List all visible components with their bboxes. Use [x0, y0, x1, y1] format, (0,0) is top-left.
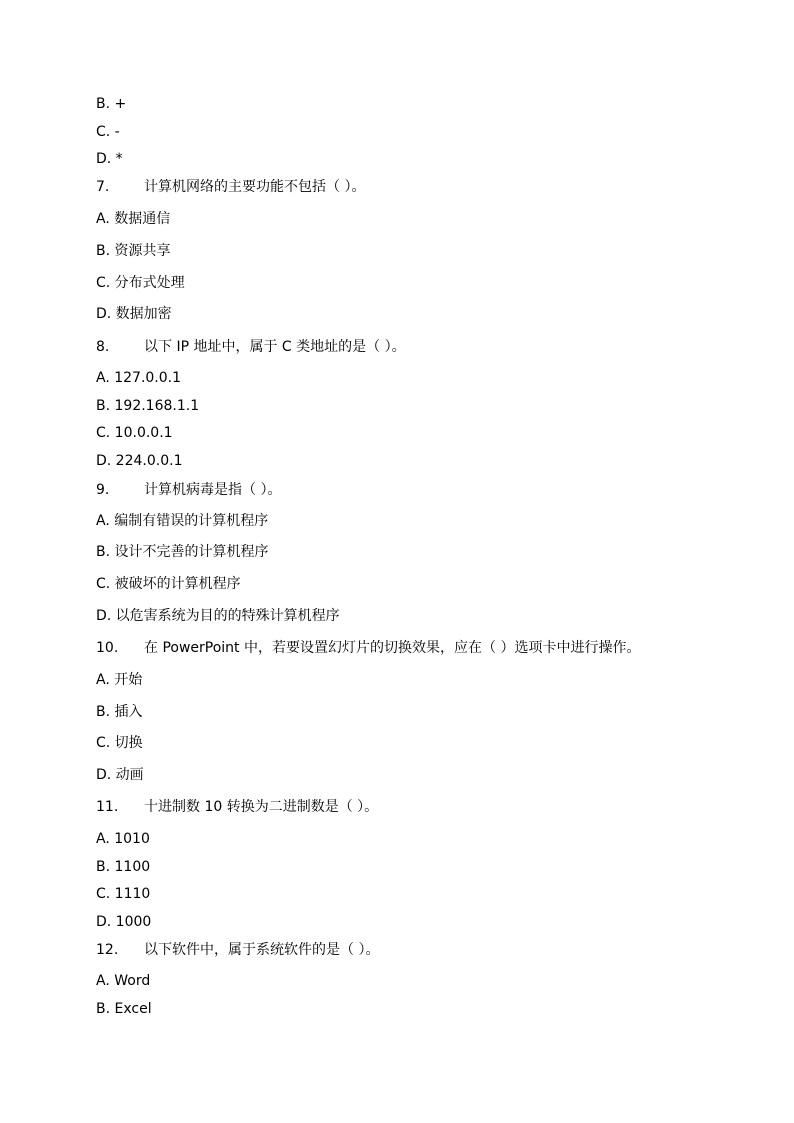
option-line: A. Word [96, 973, 151, 989]
question-line [96, 178, 365, 196]
question-line [96, 338, 406, 356]
question-line [96, 481, 281, 499]
option-line: B. 插入 [96, 704, 143, 720]
option-line: B. 192.168.1.1 [96, 398, 200, 414]
question-text: 在 PowerPoint 中，若要设置幻灯片的切换效果，应在（ ）选项卡中进行操作。 [144, 640, 641, 656]
question-number: 8. [96, 339, 110, 355]
question-line [96, 941, 379, 959]
option-line: D. * [96, 151, 123, 167]
question-text: 以下软件中，属于系统软件的是（ ）。 [144, 942, 380, 958]
option-line: C. - [96, 124, 120, 140]
option-line: B. 1100 [96, 859, 151, 875]
option-line: B. + [96, 96, 127, 112]
question-text: 计算机网络的主要功能不包括（ ）。 [144, 179, 366, 195]
question-number: 10. [96, 640, 119, 656]
option-line: B. 设计不完善的计算机程序 [96, 544, 269, 560]
option-line: B. Excel [96, 1001, 152, 1017]
option-line: B. 资源共享 [96, 243, 171, 259]
option-line: A. 数据通信 [96, 211, 171, 227]
option-line: C. 分布式处理 [96, 275, 185, 291]
option-line: C. 切换 [96, 735, 143, 751]
question-text: 计算机病毒是指（ ）。 [144, 482, 282, 498]
option-line: D. 1000 [96, 914, 152, 930]
option-line: A. 开始 [96, 672, 143, 688]
option-line: D. 以危害系统为目的的特殊计算机程序 [96, 608, 340, 624]
question-number: 9. [96, 482, 110, 498]
question-text: 以下 IP 地址中，属于 C 类地址的是（ ）。 [144, 339, 406, 355]
question-line [96, 798, 378, 816]
question-line [96, 639, 640, 657]
question-number: 11. [96, 799, 119, 815]
option-line: A. 127.0.0.1 [96, 370, 182, 386]
option-line: C. 被破坏的计算机程序 [96, 576, 241, 592]
option-line: D. 224.0.0.1 [96, 453, 183, 469]
option-line: D. 数据加密 [96, 306, 172, 322]
option-line: D. 动画 [96, 767, 144, 783]
question-number: 12. [96, 942, 119, 958]
option-line: A. 1010 [96, 831, 150, 847]
question-number: 7. [96, 179, 110, 195]
question-text: 十进制数 10 转换为二进制数是（ ）。 [144, 799, 379, 815]
option-line: C. 10.0.0.1 [96, 425, 173, 441]
option-line: A. 编制有错误的计算机程序 [96, 513, 269, 529]
option-line: C. 1110 [96, 886, 151, 902]
